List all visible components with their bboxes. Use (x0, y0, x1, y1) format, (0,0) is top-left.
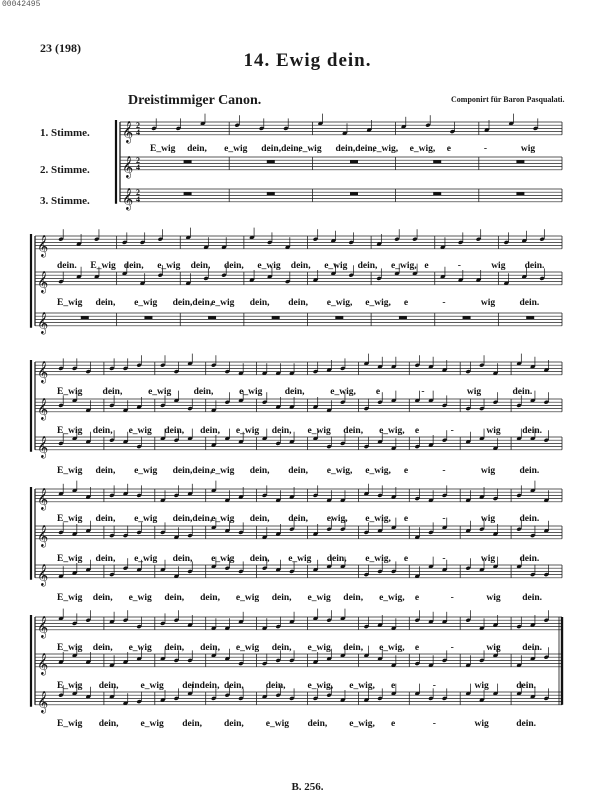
lyric-syllable: e (375, 387, 381, 397)
lyric-syllable: e_wig, (326, 466, 353, 476)
lyric-syllable: wig (466, 387, 482, 397)
treble-clef-icon: 𝄞 (37, 360, 49, 383)
lyric-syllable: e_wig (235, 593, 260, 603)
lyric-syllable: e_wig, (365, 466, 391, 476)
lyric-syllable: dein,dein, (172, 466, 213, 476)
lyric-syllable: e_wig, (409, 144, 436, 154)
lyric-syllable: E_wig (57, 681, 83, 691)
lyric-syllable: e (403, 466, 409, 476)
lyric-syllable: deindein, (182, 681, 220, 691)
treble-clef-icon: 𝄞 (37, 690, 49, 713)
lyric-syllable: wig (486, 643, 501, 653)
lyric-syllable: dein. (519, 466, 540, 476)
whole-rest (526, 316, 534, 319)
treble-clef-icon: 𝄞 (37, 615, 49, 638)
whole-rest (144, 316, 152, 319)
lyric-syllable: e (414, 643, 420, 653)
lyric-syllable: E_wig (57, 426, 83, 436)
whole-rest (184, 160, 192, 163)
lyric-syllable: e_wig (134, 514, 158, 524)
lyric-syllable: e (391, 719, 396, 729)
lyric-syllable: dein, (92, 643, 113, 653)
lyric-syllable: - (450, 593, 454, 603)
lyric-syllable: wig (480, 554, 496, 564)
voice-label-2: 2. Stimme. (40, 164, 90, 176)
lyric-syllable: - (442, 514, 446, 524)
lyric-syllable: e_wig, (307, 681, 334, 691)
lyric-syllable: wig (491, 261, 506, 271)
lyric-syllable: dein, (284, 387, 305, 397)
lyric-syllable: dein. (522, 426, 543, 436)
lyric-syllable: e_wig (307, 643, 331, 653)
lyric-syllable: dein,dein, (261, 144, 301, 154)
lyric-syllable: e_wig (265, 719, 289, 729)
lyric-syllable: e (403, 554, 409, 564)
lyric-syllable: e_wig (307, 593, 331, 603)
lyric-syllable: e_wig (324, 261, 348, 271)
lyric-syllable: E_wig (57, 298, 83, 308)
lyric-syllable: e_wig (134, 554, 158, 564)
lyric-syllable: e_wig (148, 387, 172, 397)
lyric-syllable: dein, (172, 554, 193, 564)
lyric-syllable: e (403, 298, 409, 308)
lyric-syllable: e_wig, (349, 719, 375, 729)
treble-clef-icon: 𝄞 (37, 652, 49, 675)
plate-number: B. 256. (291, 781, 324, 793)
lyric-syllable: E_wig (57, 466, 83, 476)
lyric-syllable: wig (486, 426, 501, 436)
whole-rest (267, 160, 275, 163)
lyric-syllable: e_wig (235, 643, 260, 653)
time-signature-top: 2 (136, 155, 140, 165)
lyric-syllable: wig (474, 681, 489, 691)
lyric-syllable: dein, (92, 593, 113, 603)
lyric-syllable: e_wig (288, 554, 312, 564)
lyric-syllable: dein, (123, 261, 144, 271)
whole-rest (184, 192, 192, 195)
lyric-syllable: e_wig (157, 261, 181, 271)
lyric-syllable: E_wig (150, 144, 176, 154)
treble-clef-icon: 𝄞 (37, 563, 49, 586)
lyric-syllable: dein, (95, 298, 116, 308)
lyric-syllable: e (414, 593, 420, 603)
lyric-syllable: dein, (224, 261, 244, 271)
lyric-syllable: - (450, 426, 454, 436)
lyric-syllable: dein, (95, 554, 116, 564)
lyric-syllable: - (457, 261, 461, 271)
lyric-syllable: e_wig (211, 298, 235, 308)
lyric-syllable: e_wig, (365, 298, 391, 308)
lyric-syllable: e_wig (128, 643, 152, 653)
lyric-syllable: dein, (343, 426, 364, 436)
lyric-syllable: dein, (343, 593, 364, 603)
lyric-syllable: - (483, 144, 487, 154)
lyric-syllable: e (446, 144, 451, 154)
lyric-syllable: dein. (57, 261, 77, 271)
lyric-syllable: dein. (522, 643, 543, 653)
lyric-syllable: e_wig (257, 261, 281, 271)
lyric-syllable: - (442, 554, 446, 564)
lyric-syllable: - (442, 298, 446, 308)
lyric-syllable: dein, (164, 643, 185, 653)
lyric-syllable: e_wig, (349, 681, 375, 691)
time-signature-top: 2 (136, 187, 140, 197)
treble-clef-icon: 𝄞 (37, 524, 49, 547)
lyric-syllable: dein, (271, 593, 292, 603)
lyric-syllable: e_wig (128, 593, 152, 603)
lyric-syllable: wig (480, 514, 496, 524)
lyric-syllable: e_wig (134, 298, 158, 308)
treble-clef-icon: 𝄞 (37, 234, 49, 257)
lyric-syllable: E_wig (57, 643, 83, 653)
lyric-syllable: dein, (98, 719, 119, 729)
lyric-syllable: e_wig (298, 144, 322, 154)
lyric-syllable: dein, (288, 514, 309, 524)
whole-rest (81, 316, 89, 319)
whole-rest (208, 316, 216, 319)
lyric-syllable: e (424, 261, 429, 271)
lyric-syllable: e_wig, (379, 593, 405, 603)
whole-rest (463, 316, 471, 319)
lyric-syllable: - (432, 719, 436, 729)
whole-rest (350, 160, 358, 163)
whole-rest (516, 192, 524, 195)
lyric-syllable: dein, (95, 466, 116, 476)
treble-clef-icon: 𝄞 (37, 270, 49, 293)
lyric-syllable: dein, (249, 514, 270, 524)
lyric-syllable: dein, (187, 144, 207, 154)
whole-rest (335, 316, 343, 319)
lyric-syllable: - (432, 681, 436, 691)
lyric-syllable: dein, (326, 554, 347, 564)
treble-clef-icon: 𝄞 (37, 487, 49, 510)
composer-note: Componirt für Baron Pasqualati. (451, 95, 565, 104)
piece-subtitle: Dreistimmiger Canon. (128, 93, 262, 108)
treble-clef-icon: 𝄞 (37, 435, 49, 458)
lyric-syllable: dein. (519, 554, 540, 564)
lyric-syllable: dein, (164, 426, 185, 436)
lyric-syllable: wig (480, 466, 496, 476)
lyric-syllable: e_wig (211, 466, 235, 476)
lyric-syllable: E_wig (57, 514, 83, 524)
lyric-syllable: dein. (512, 387, 533, 397)
voice-label-3: 3. Stimme. (40, 195, 90, 207)
lyric-syllable: dein, (164, 593, 185, 603)
archive-stamp: 00042495 (2, 0, 41, 9)
lyric-syllable: dein, (224, 719, 244, 729)
time-signature-top: 2 (136, 120, 140, 130)
lyric-syllable: e_wig (134, 466, 158, 476)
whole-rest (399, 316, 407, 319)
lyric-syllable: dein, (200, 643, 220, 653)
lyric-syllable: dein, (249, 466, 270, 476)
treble-clef-icon: 𝄞 (37, 311, 49, 334)
lyric-syllable: e_wig, (379, 426, 405, 436)
lyric-syllable: wig (480, 298, 496, 308)
lyric-syllable: e_wig, (365, 514, 391, 524)
lyric-syllable: dein, (265, 681, 286, 691)
lyric-syllable: dein,dein, (172, 298, 213, 308)
lyric-syllable: dein,dein, (335, 144, 376, 154)
lyric-syllable: dein. (519, 298, 540, 308)
lyric-syllable: dein. (516, 681, 537, 691)
lyric-syllable: E_wig (90, 261, 116, 271)
lyric-syllable: dein, (95, 514, 116, 524)
lyric-syllable: dein, (193, 387, 214, 397)
lyric-syllable: e_wig (307, 426, 331, 436)
piece-title: 14. Ewig dein. (243, 50, 372, 71)
lyric-syllable: dein, (92, 426, 113, 436)
lyric-syllable: dein. (522, 593, 543, 603)
lyric-syllable: e (391, 681, 396, 691)
whole-rest (433, 192, 441, 195)
lyric-syllable: e_wig (224, 144, 248, 154)
lyric-syllable: dein, (200, 426, 220, 436)
lyric-syllable: dein, (357, 261, 378, 271)
lyric-syllable: e_wig (239, 387, 263, 397)
lyric-syllable: dein, (102, 387, 123, 397)
lyric-syllable: dein, (307, 719, 328, 729)
lyric-syllable: e_wig (211, 514, 235, 524)
page-number: 23 (198) (40, 41, 81, 55)
lyric-syllable: e_wig, (372, 144, 399, 154)
lyric-syllable: e_wig, (326, 298, 353, 308)
lyric-syllable: dein, (98, 681, 119, 691)
lyric-syllable: E_wig (57, 593, 83, 603)
lyric-syllable: dein, (271, 643, 292, 653)
whole-rest (267, 192, 275, 195)
lyric-syllable: e_wig, (365, 554, 391, 564)
lyric-syllable: dein. (516, 719, 537, 729)
lyric-syllable: dein, (182, 719, 203, 729)
lyric-syllable: e_wig (211, 554, 235, 564)
lyric-syllable: e (403, 514, 409, 524)
lyric-syllable: dein,dein, (172, 514, 213, 524)
lyric-syllable: dein, (290, 261, 311, 271)
lyric-syllable: dein, (271, 426, 292, 436)
treble-clef-icon: 𝄞 (122, 187, 134, 210)
lyric-syllable: E_wig (57, 387, 83, 397)
lyric-syllable: wig (486, 593, 501, 603)
lyric-syllable: dein. (519, 514, 540, 524)
lyric-syllable: dein, (200, 593, 220, 603)
lyric-syllable: e_wig, (379, 643, 405, 653)
lyric-syllable: dein, (249, 298, 270, 308)
lyric-syllable: e_wig (128, 426, 152, 436)
whole-rest (272, 316, 280, 319)
lyric-syllable: - (450, 643, 454, 653)
lyric-syllable: dein, (249, 554, 270, 564)
whole-rest (433, 160, 441, 163)
lyric-syllable: wig (474, 719, 489, 729)
lyric-syllable: - (421, 387, 425, 397)
lyric-syllable: dein, (288, 298, 309, 308)
lyric-syllable: E_wig (57, 554, 83, 564)
whole-rest (516, 160, 524, 163)
lyric-syllable: dein, (288, 466, 309, 476)
lyric-syllable: e_wig (140, 719, 164, 729)
time-signature-bottom: 4 (136, 127, 140, 137)
lyric-syllable: dein, (190, 261, 211, 271)
lyric-syllable: E_wig (57, 719, 83, 729)
lyric-syllable: ewig, (326, 514, 348, 524)
lyric-syllable: - (442, 466, 446, 476)
lyric-syllable: e_wig (140, 681, 164, 691)
whole-rest (350, 192, 358, 195)
lyric-syllable: e (414, 426, 420, 436)
treble-clef-icon: 𝄞 (122, 120, 134, 143)
voice-label-1: 1. Stimme. (40, 127, 90, 139)
treble-clef-icon: 𝄞 (122, 155, 134, 178)
lyric-syllable: e_wig, (391, 261, 417, 271)
time-signature-bottom: 4 (136, 162, 140, 172)
treble-clef-icon: 𝄞 (37, 397, 49, 420)
lyric-syllable: dein, (224, 681, 244, 691)
time-signature-bottom: 4 (136, 194, 140, 204)
lyric-syllable: dein. (524, 261, 545, 271)
lyric-syllable: e_wig, (330, 387, 356, 397)
lyric-syllable: wig (520, 144, 536, 154)
lyric-syllable: e_wig (235, 426, 260, 436)
lyric-syllable: dein, (343, 643, 364, 653)
